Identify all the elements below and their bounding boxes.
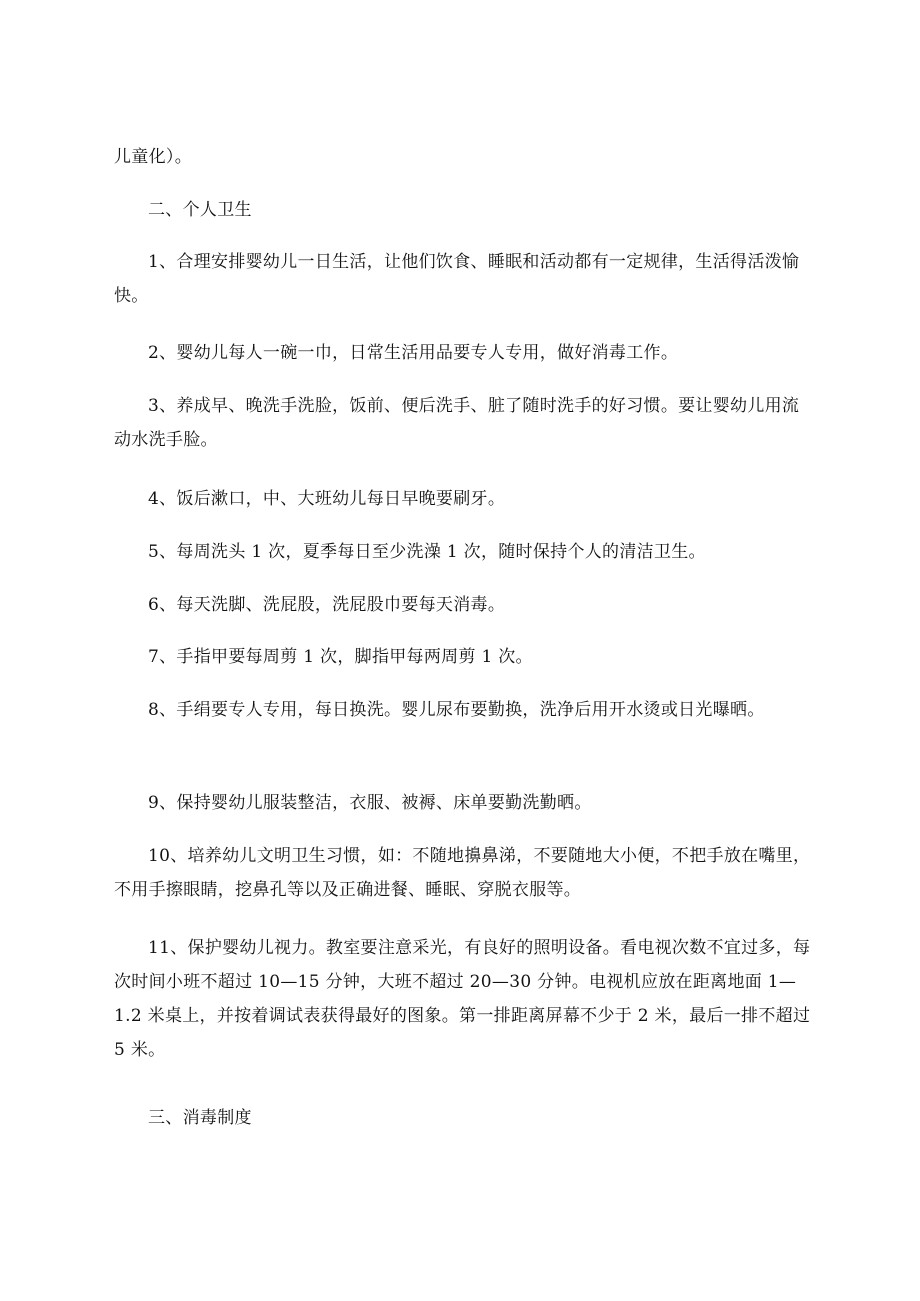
paragraph-item-10: 10、培养幼儿文明卫生习惯，如：不随地擤鼻涕，不要随地大小便，不把手放在嘴里，不用手擦眼睛，挖鼻孔等以及正确进餐、睡眠、穿脱衣服等。: [114, 846, 811, 900]
section-heading-personal-hygiene: 二、个人卫生: [148, 200, 252, 220]
paragraph-item-6: 6、每天洗脚、洗屁股，洗屁股巾要每天消毒。: [148, 595, 506, 615]
paragraph-item-4: 4、饭后漱口，中、大班幼儿每日早晚要刷牙。: [148, 489, 506, 509]
section-heading-disinfection: 三、消毒制度: [148, 1108, 252, 1128]
paragraph-item-11: 11、保护婴幼儿视力。教室要注意采光，有良好的照明设备。看电视次数不宜过多，每次时间小班不超过 10—15 分钟，大班不超过 20—30 分钟。电视机应放在距离地面 1—1.2 米桌上，并按着调试表获得最好的图象。第一排距离屏幕不少于 2 米，最后一排不超过 5 米。: [114, 938, 811, 1060]
paragraph-continuation: 儿童化）。: [114, 147, 192, 167]
paragraph-item-5: 5、每周洗头 1 次，夏季每日至少洗澡 1 次，随时保持个人的清洁卫生。: [148, 542, 706, 562]
paragraph-item-3: 3、养成早、晚洗手洗脸，饭前、便后洗手、脏了随时洗手的好习惯。要让婴幼儿用流动水洗手脸。: [114, 396, 800, 450]
paragraph-item-9: 9、保持婴幼儿服装整洁，衣服、被褥、床单要勤洗勤晒。: [148, 793, 592, 813]
paragraph-item-2: 2、婴幼儿每人一碗一巾，日常生活用品要专人专用，做好消毒工作。: [148, 343, 679, 363]
paragraph-item-8: 8、手绢要专人专用，每日换洗。婴儿尿布要勤换，洗净后用开水烫或日光曝晒。: [148, 700, 765, 720]
paragraph-item-7: 7、手指甲要每周剪 1 次，脚指甲每两周剪 1 次。: [148, 647, 533, 667]
paragraph-item-1: 1、合理安排婴幼儿一日生活，让他们饮食、睡眠和活动都有一定规律，生活得活泼愉快。: [114, 252, 800, 306]
